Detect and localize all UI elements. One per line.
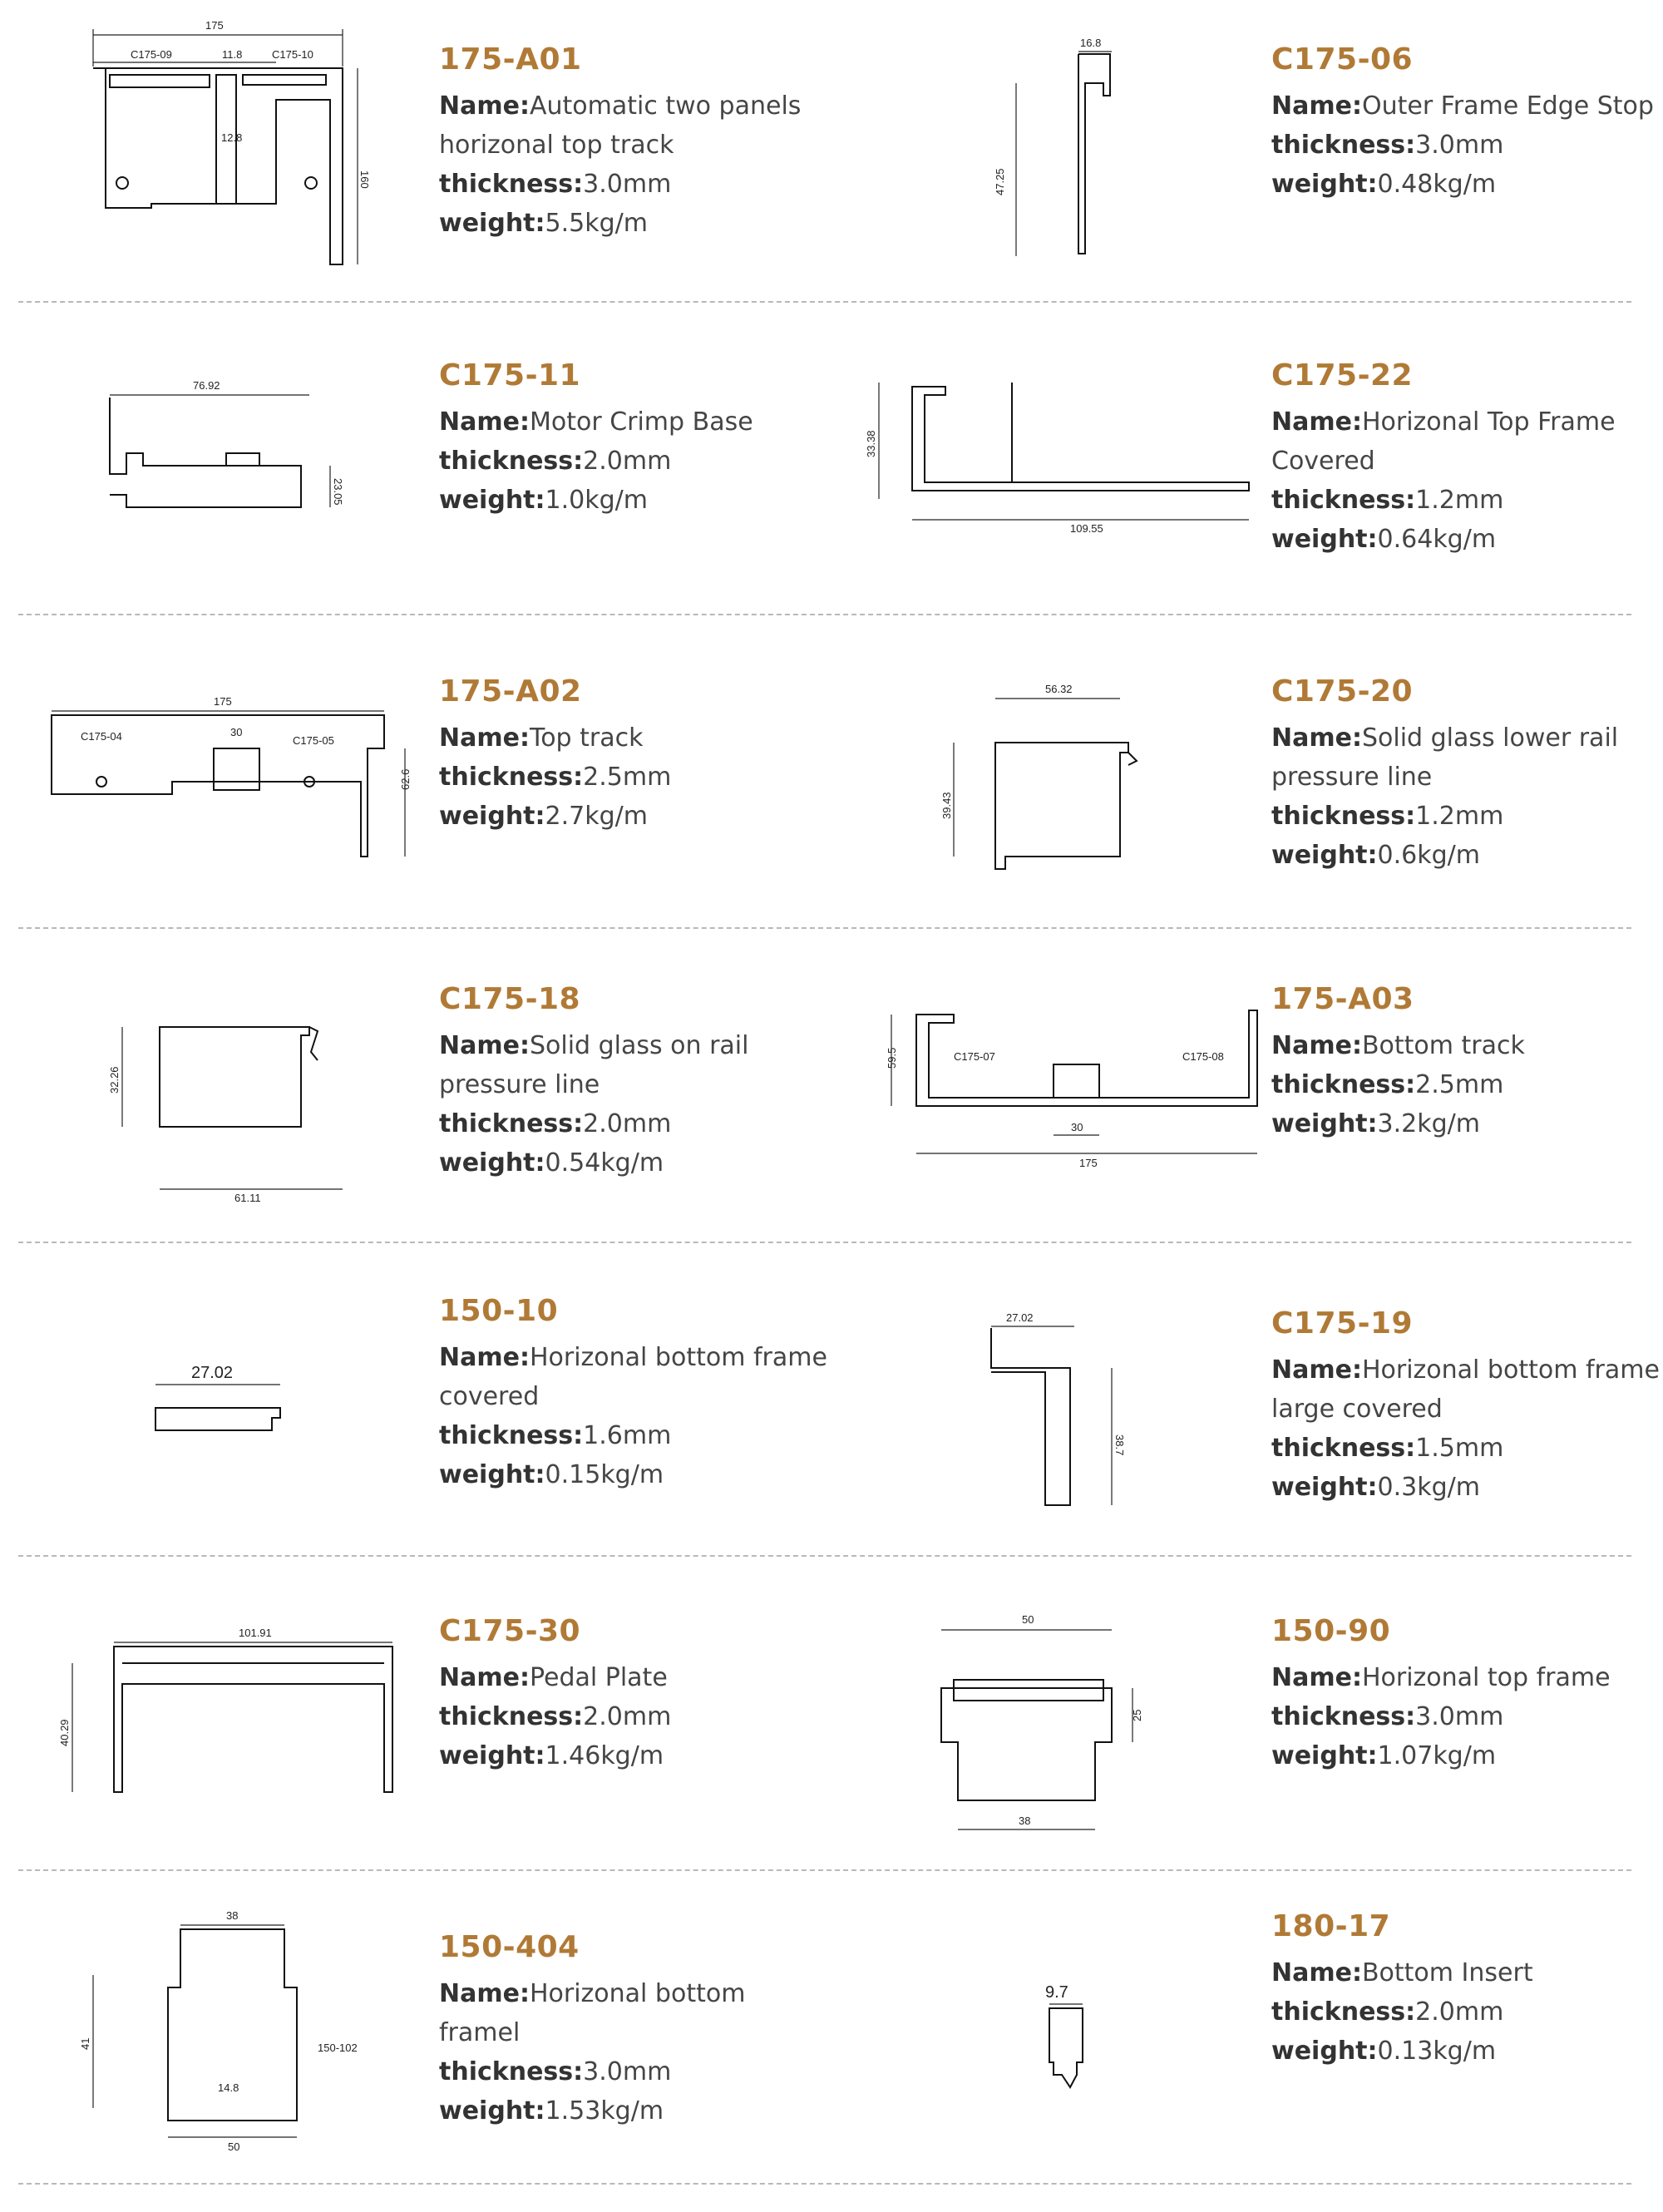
dim-label: 175 (214, 695, 232, 708)
product-code: 175-A01 (439, 42, 582, 77)
product-card-C175-06 (846, 17, 1652, 324)
profile-svg-C175-22 (858, 366, 1257, 557)
weight-label: weight: (1271, 1473, 1378, 1502)
product-name (1271, 402, 1662, 481)
weight-value: 0.13kg/m (1377, 2037, 1497, 2066)
dim-label: 160 (358, 170, 371, 189)
dim-label: 38.7 (1113, 1434, 1126, 1456)
dim-label: 47.25 (994, 168, 1006, 195)
dim-label: 11.8 (222, 48, 243, 61)
dim-label: 50 (1022, 1613, 1034, 1626)
profile-drawing (858, 366, 1257, 557)
dim-label: 9.7 (1045, 1983, 1068, 2002)
weight-label: weight: (439, 2096, 545, 2126)
thickness-label: thickness: (1271, 131, 1416, 160)
thickness-value: 2.0mm (1415, 1997, 1504, 2027)
product-card-150-90 (846, 1588, 1652, 1896)
profile-drawing (143, 1351, 309, 1476)
product-info (1271, 1306, 1662, 1507)
product-weight (1271, 165, 1662, 204)
thickness-label: thickness: (439, 1702, 584, 1731)
dim-label: 12.8 (221, 131, 243, 144)
product-card-150-404 (18, 1904, 825, 2212)
thickness-label: thickness: (439, 763, 584, 792)
dim-label: 25 (1131, 1709, 1143, 1721)
profile-drawing (43, 1622, 417, 1829)
dim-label: 76.92 (193, 379, 220, 392)
product-card-175-A02 (18, 640, 825, 948)
dim-label: 38 (226, 1909, 239, 1922)
profile-svg-175-A02 (35, 690, 417, 881)
dim-label: 109.55 (1070, 522, 1103, 535)
thickness-value: 2.5mm (583, 763, 672, 792)
product-thickness (439, 1104, 830, 1143)
product-thickness (439, 2052, 830, 2091)
separator (18, 614, 1631, 615)
profile-svg-150-90 (929, 1605, 1195, 1854)
thickness-value: 1.2mm (1415, 486, 1504, 515)
name-value: Top track (529, 723, 644, 753)
dim-label: 56.32 (1045, 683, 1073, 695)
weight-label: weight: (439, 1148, 545, 1178)
dim-label: 27.02 (1006, 1311, 1034, 1324)
product-name (439, 1338, 830, 1416)
product-weight (439, 1455, 830, 1494)
name-label: Name: (439, 1979, 530, 2008)
weight-label: weight: (1271, 170, 1378, 199)
name-value: Horizonal bottom frame large covered (1271, 1355, 1660, 1424)
name-label: Name: (1271, 1663, 1362, 1692)
dim-label: C175-07 (954, 1050, 995, 1063)
profile-drawing (929, 1605, 1195, 1854)
separator (18, 1869, 1631, 1871)
thickness-label: thickness: (439, 170, 584, 199)
product-name (439, 718, 830, 758)
product-name (439, 1658, 830, 1697)
profile-svg-150-10 (143, 1351, 309, 1476)
dim-label: 23.05 (332, 478, 344, 506)
dim-label: C175-08 (1182, 1050, 1224, 1063)
weight-label: weight: (439, 209, 545, 238)
product-row-5 (18, 1268, 1660, 1576)
weight-value: 1.46kg/m (545, 1741, 664, 1770)
product-name (439, 402, 830, 442)
thickness-value: 1.6mm (583, 1421, 672, 1450)
thickness-label: thickness: (439, 1109, 584, 1138)
profile-drawing (975, 1310, 1191, 1534)
profile-svg-175-A01 (68, 17, 417, 283)
thickness-value: 3.0mm (1415, 131, 1504, 160)
product-code: 150-90 (1271, 1614, 1391, 1648)
product-name (439, 1974, 830, 2052)
name-label: Name: (439, 723, 530, 753)
weight-label: weight: (1271, 2037, 1378, 2066)
name-value: Outer Frame Edge Stop (1361, 91, 1654, 121)
name-label: Name: (439, 407, 530, 437)
weight-value: 2.7kg/m (545, 802, 648, 831)
product-info (1271, 674, 1662, 875)
product-code: 175-A03 (1271, 982, 1414, 1016)
weight-value: 0.15kg/m (545, 1460, 664, 1489)
product-info (1271, 42, 1662, 204)
product-info (439, 1293, 830, 1494)
dim-label: 40.29 (58, 1719, 71, 1746)
weight-value: 0.3kg/m (1377, 1473, 1480, 1502)
name-label: Name: (439, 91, 530, 121)
product-code: C175-18 (439, 982, 581, 1016)
thickness-label: thickness: (1271, 1702, 1416, 1731)
thickness-value: 2.0mm (583, 447, 672, 476)
product-thickness (439, 758, 830, 797)
name-value: Motor Crimp Base (529, 407, 753, 437)
dim-label: 62.6 (399, 768, 412, 790)
product-weight (1271, 520, 1662, 559)
product-row-2 (18, 324, 1631, 632)
profile-svg-C175-30 (43, 1622, 417, 1829)
product-name (439, 1026, 830, 1104)
profile-svg-C175-19 (975, 1310, 1191, 1534)
profile-drawing (76, 1904, 401, 2179)
name-label: Name: (1271, 1355, 1362, 1385)
product-code: 150-10 (439, 1294, 559, 1328)
profile-drawing (1020, 1971, 1145, 2121)
profile-drawing (101, 374, 384, 541)
dim-label: 175 (1079, 1157, 1098, 1169)
dim-label: C175-04 (81, 730, 122, 743)
dim-label: C175-05 (293, 734, 334, 747)
weight-label: weight: (439, 1741, 545, 1770)
profile-drawing (929, 678, 1178, 886)
product-code: C175-20 (1271, 674, 1414, 709)
product-weight (439, 2091, 830, 2131)
product-card-150-10 (18, 1268, 825, 1576)
product-info (439, 981, 830, 1183)
product-info (439, 358, 830, 520)
thickness-label: thickness: (1271, 1997, 1416, 2027)
profile-drawing (875, 1002, 1266, 1218)
product-name (1271, 1953, 1662, 1992)
profile-drawing (93, 994, 376, 1202)
profile-drawing (68, 17, 417, 283)
weight-label: weight: (439, 1460, 545, 1489)
profile-svg-C175-18 (93, 994, 376, 1202)
thickness-value: 2.0mm (583, 1109, 672, 1138)
product-name (1271, 86, 1662, 126)
weight-label: weight: (439, 802, 545, 831)
product-card-C175-18 (18, 956, 825, 1264)
dim-label: 150-102 (318, 2042, 358, 2054)
thickness-value: 2.5mm (1415, 1070, 1504, 1099)
name-value: Horizonal bottom framel (439, 1979, 746, 2047)
thickness-label: thickness: (1271, 486, 1416, 515)
product-thickness (439, 1416, 830, 1455)
separator (18, 1242, 1631, 1243)
name-label: Name: (439, 1663, 530, 1692)
name-value: Bottom track (1361, 1031, 1525, 1060)
product-thickness (439, 442, 830, 481)
product-card-C175-22 (846, 324, 1652, 632)
dim-label: 16.8 (1080, 37, 1102, 49)
product-row-3 (18, 640, 1631, 948)
separator (18, 1555, 1631, 1557)
profile-svg-180-17 (1020, 1971, 1145, 2121)
product-card-175-A03 (846, 956, 1652, 1264)
product-info (439, 1613, 830, 1775)
product-card-C175-20 (846, 640, 1652, 948)
product-weight (1271, 2032, 1662, 2071)
name-label: Name: (439, 1343, 530, 1372)
product-card-175-A01 (18, 17, 825, 324)
product-info (439, 1929, 830, 2131)
thickness-value: 3.0mm (583, 170, 672, 199)
product-code: C175-19 (1271, 1306, 1414, 1341)
dim-label: 39.43 (940, 792, 953, 819)
product-weight (1271, 1736, 1662, 1775)
dim-label: 30 (230, 726, 243, 738)
profile-svg-C175-20 (929, 678, 1178, 886)
product-name (1271, 1026, 1662, 1065)
thickness-label: thickness: (1271, 1434, 1416, 1463)
weight-label: weight: (1271, 525, 1378, 554)
dim-label: 32.26 (108, 1066, 121, 1094)
product-thickness (1271, 1429, 1662, 1468)
thickness-label: thickness: (1271, 802, 1416, 831)
dim-label: 14.8 (218, 2081, 239, 2094)
profile-svg-C175-11 (101, 374, 384, 541)
name-value: Pedal Plate (529, 1663, 668, 1692)
weight-value: 0.48kg/m (1377, 170, 1497, 199)
dim-label: 101.91 (239, 1627, 272, 1639)
product-weight (1271, 836, 1662, 875)
name-value: Horizonal Top Frame Covered (1271, 407, 1616, 476)
weight-label: weight: (439, 486, 545, 515)
name-value: Solid glass lower rail pressure line (1271, 723, 1619, 792)
weight-value: 1.53kg/m (545, 2096, 664, 2126)
name-value: Horizonal top frame (1361, 1663, 1611, 1692)
product-name (1271, 718, 1662, 797)
name-label: Name: (1271, 91, 1362, 121)
product-thickness (1271, 1697, 1662, 1736)
dim-label: C175-10 (272, 48, 313, 61)
product-card-C175-11 (18, 324, 825, 632)
dim-label: C175-09 (131, 48, 172, 61)
profile-svg-175-A03 (875, 1002, 1266, 1218)
weight-value: 0.64kg/m (1377, 525, 1497, 554)
name-label: Name: (1271, 407, 1362, 437)
dim-label: 59.5 (886, 1047, 898, 1069)
product-info (1271, 981, 1662, 1143)
weight-label: weight: (1271, 1109, 1378, 1138)
product-card-180-17 (846, 1904, 1652, 2212)
weight-value: 1.07kg/m (1377, 1741, 1497, 1770)
dim-label: 61.11 (234, 1192, 261, 1204)
product-info (439, 42, 830, 243)
product-code: C175-22 (1271, 358, 1414, 393)
product-weight (439, 204, 830, 243)
product-thickness (439, 165, 830, 204)
product-row-6 (18, 1588, 1631, 1896)
product-thickness (1271, 1065, 1662, 1104)
product-weight (439, 797, 830, 836)
weight-label: weight: (1271, 841, 1378, 870)
product-thickness (1271, 1992, 1662, 2032)
thickness-label: thickness: (439, 447, 584, 476)
product-row-4 (18, 956, 1631, 1264)
thickness-label: thickness: (439, 1421, 584, 1450)
product-thickness (439, 1697, 830, 1736)
dim-label: 30 (1071, 1121, 1083, 1133)
thickness-value: 3.0mm (1415, 1702, 1504, 1731)
product-card-C175-19 (846, 1268, 1660, 1576)
product-code: C175-11 (439, 358, 581, 393)
dim-label: 38 (1019, 1815, 1031, 1827)
product-info (1271, 358, 1662, 559)
product-weight (1271, 1104, 1662, 1143)
weight-value: 3.2kg/m (1377, 1109, 1480, 1138)
product-weight (439, 1143, 830, 1183)
product-code: 175-A02 (439, 674, 582, 709)
separator (18, 301, 1631, 303)
product-code: C175-06 (1271, 42, 1414, 77)
product-name (1271, 1350, 1662, 1429)
separator (18, 927, 1631, 929)
thickness-value: 1.2mm (1415, 802, 1504, 831)
name-label: Name: (1271, 723, 1362, 753)
profile-drawing (987, 33, 1153, 274)
dim-label: 41 (79, 2037, 91, 2050)
name-label: Name: (439, 1031, 530, 1060)
weight-value: 5.5kg/m (545, 209, 648, 238)
name-value: Solid glass on rail pressure line (439, 1031, 749, 1099)
dim-label: 27.02 (191, 1364, 234, 1382)
product-info (439, 674, 830, 836)
product-thickness (1271, 797, 1662, 836)
product-weight (439, 1736, 830, 1775)
profile-drawing (35, 690, 417, 881)
weight-label: weight: (1271, 1741, 1378, 1770)
product-weight (1271, 1468, 1662, 1507)
profile-svg-150-404 (76, 1904, 401, 2179)
product-code: 180-17 (1271, 1909, 1391, 1943)
product-row-1 (18, 17, 1654, 324)
name-value: Automatic two panels horizonal top track (439, 91, 802, 160)
weight-value: 1.0kg/m (545, 486, 648, 515)
product-info (1271, 1613, 1662, 1775)
product-name (439, 86, 830, 165)
product-thickness (1271, 481, 1662, 520)
thickness-value: 2.0mm (583, 1702, 672, 1731)
name-value: Bottom Insert (1361, 1958, 1533, 1987)
product-weight (439, 481, 830, 520)
thickness-label: thickness: (439, 2057, 584, 2086)
separator (18, 2183, 1631, 2185)
product-row-7 (18, 1904, 1631, 2212)
product-thickness (1271, 126, 1662, 165)
name-label: Name: (1271, 1958, 1362, 1987)
product-info (1271, 1908, 1662, 2071)
profile-svg-C175-06 (987, 33, 1153, 274)
weight-value: 0.6kg/m (1377, 841, 1480, 870)
thickness-value: 1.5mm (1415, 1434, 1504, 1463)
dim-label: 33.38 (865, 430, 877, 457)
product-code: C175-30 (439, 1614, 581, 1648)
product-code: 150-404 (439, 1930, 580, 1964)
product-name (1271, 1658, 1662, 1697)
weight-value: 0.54kg/m (545, 1148, 664, 1178)
name-label: Name: (1271, 1031, 1362, 1060)
dim-label: 175 (205, 19, 224, 32)
name-value: Horizonal bottom frame covered (439, 1343, 827, 1411)
dim-label: 50 (228, 2140, 240, 2153)
product-card-C175-30 (18, 1588, 825, 1896)
thickness-label: thickness: (1271, 1070, 1416, 1099)
thickness-value: 3.0mm (583, 2057, 672, 2086)
